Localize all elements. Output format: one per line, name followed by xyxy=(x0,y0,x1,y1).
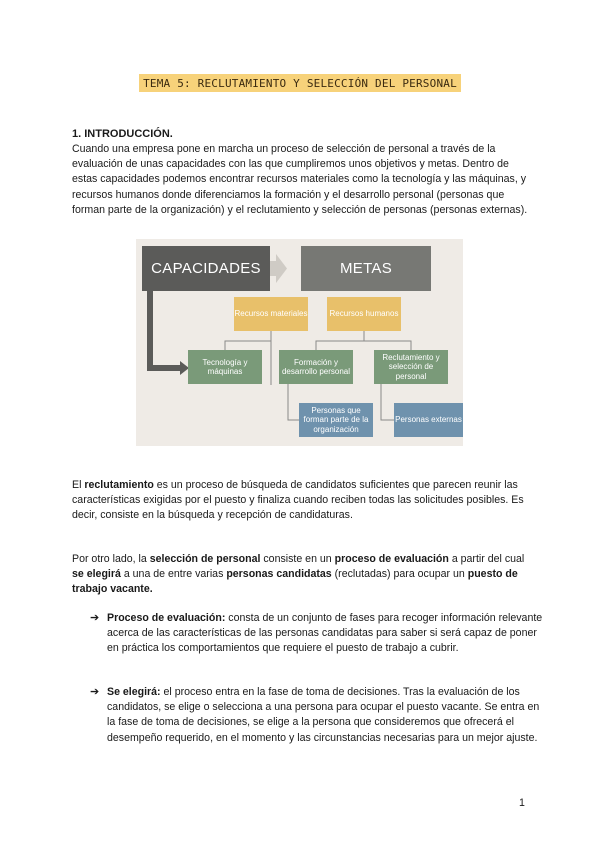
page-title: TEMA 5: RECLUTAMIENTO Y SELECCIÓN DEL PERSONAL xyxy=(139,74,461,92)
term-personas-candidatas: personas candidatas xyxy=(226,568,332,581)
term-seleccion-personal: selección de personal xyxy=(149,553,261,565)
arrow-bullet-icon: ➔ xyxy=(90,686,100,698)
recursos-humanos-box: Recursos humanos xyxy=(327,297,401,331)
term-se-elegira: se elegirá xyxy=(72,568,121,581)
term-reclutamiento: reclutamiento xyxy=(84,479,154,491)
text-run: a partir del cual xyxy=(448,553,525,565)
bullet-term: Se elegirá: xyxy=(107,686,161,698)
term-puesto-vacante: puesto de trabajo vacante. xyxy=(72,568,518,596)
humanos-to-children-line xyxy=(316,331,411,350)
formacion-box: Formación y desarrollo personal xyxy=(279,350,353,384)
personas-externas-box: Personas externas xyxy=(394,403,463,437)
seleccion-paragraph xyxy=(72,552,528,598)
page-number: 1 xyxy=(519,797,525,809)
capacities-goals-diagram xyxy=(136,239,463,446)
text-run: consiste en un xyxy=(260,553,335,565)
capacidades-to-tecnologia-arrow xyxy=(150,291,180,368)
bullet-text: consta de un conjunto de fases para recoger información relevante acerca de las características de las personas candidatas para saber si será capaz de poner en práctica los comportamientos que requiere el puesto de trabajo a cubrir. xyxy=(107,612,543,655)
bullet-text: el proceso entra en la fase de toma de decisiones. Tras la evaluación de los candidatos, se elige o selecciona a una persona para ocupar el puesto vacante. Se entra en la fase de toma de decisiones, se elige a la persona que consideremos que ofrecerá el desempeño requerido, en el momento y las circunstancias necesarias para un mejor ajuste. xyxy=(107,686,540,744)
bullet-term: Proceso de evaluación: xyxy=(107,612,226,624)
reclutamiento-to-externas-line xyxy=(381,384,394,420)
reclutamiento-paragraph xyxy=(72,478,528,524)
text-run: (reclutadas) para ocupar un xyxy=(331,568,468,581)
term-proceso-evaluacion: proceso de evaluación xyxy=(334,553,449,565)
materiales-to-tecnologia-line xyxy=(225,331,271,350)
intro-paragraph: Cuando una empresa pone en marcha un proceso de selección de personal a través de la evaluación de unas capacidades con las que cumpliremos unos objetivos y metas. Dentro de estas capacidades podemos encontrar recursos materiales como la tecnología y las máquinas, y recursos humanos donde diferenciamos la formación y el desarrollo personal (personas que forman parte de la organización) y el reclutamiento y selección de personas (personas externas). xyxy=(72,143,528,216)
recursos-materiales-box: Recursos materiales xyxy=(234,297,308,331)
formacion-to-internas-line xyxy=(288,384,299,420)
text-run: es un proceso de búsqueda de candidatos suficientes que parecen reunir las características exigidas por el puesto y finaliza cuando reciben todas las solicitudes posibles. Es decir, consiste en la búsqueda y recepción de candidaturas. xyxy=(72,479,524,522)
arrow-bullet-icon: ➔ xyxy=(90,612,100,624)
bullet-item xyxy=(90,611,547,657)
section-heading: 1. INTRODUCCIÓN. xyxy=(72,128,173,140)
metas-box: METAS xyxy=(301,246,431,291)
bullet-item xyxy=(90,685,547,746)
title-wrapper xyxy=(0,74,600,92)
text-run: El xyxy=(72,479,85,491)
reclutamiento-box: Reclutamiento y selección de personal xyxy=(374,350,448,384)
personas-internas-box: Personas que forman parte de la organización xyxy=(299,403,373,437)
tecnologia-box: Tecnología y máquinas xyxy=(188,350,262,384)
text-run: Por otro lado, la xyxy=(72,553,150,565)
capacidades-box: CAPACIDADES xyxy=(142,246,270,291)
text-run: a una de entre varias xyxy=(120,568,227,581)
